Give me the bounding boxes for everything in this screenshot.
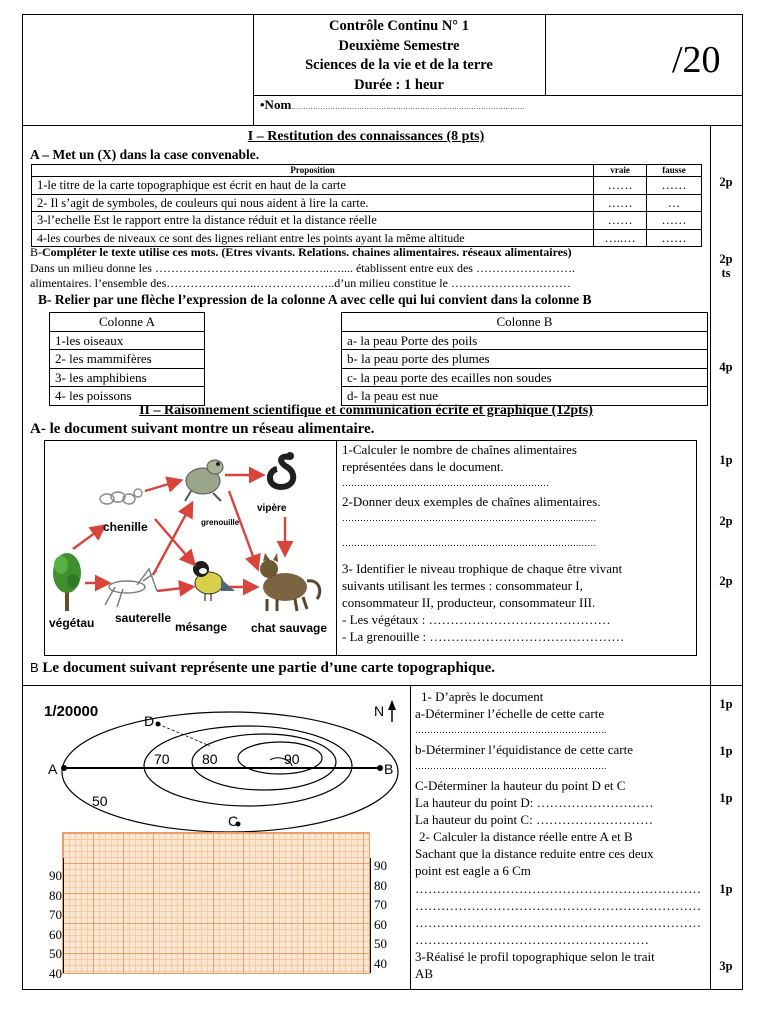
label-point-d: D [144, 713, 155, 729]
section2-title: II – Raisonnement scientifique et communication écrite et graphique (12pts) [139, 403, 593, 418]
label-vegetau: végétau [49, 616, 95, 630]
label-point-c: C [228, 813, 239, 829]
axis-left-tick: 40 [49, 965, 62, 981]
table-row [32, 212, 702, 230]
colonne-a-item[interactable]: 2- les mammifères [50, 350, 205, 369]
label-mesange: mésange [175, 620, 228, 634]
topographic-map [30, 690, 408, 836]
point-b-marker [377, 765, 383, 771]
map-q2-line-2: point est eagle a 6 Cm [415, 863, 531, 878]
section1-partC-heading: B- Relier par une flèche l’expression de la colonne A avec celle qui lui convient dans la colonne B [38, 292, 592, 307]
map-q2-answer-3[interactable]: ………………………………………………………… [415, 915, 701, 930]
profile-axis-right-labels [374, 856, 396, 973]
proposition-text: 1-le titre de la carte topographique est écrit en haut de la carte [32, 177, 594, 195]
header-bottom [22, 125, 743, 126]
false-cell[interactable]: …… [647, 229, 702, 247]
colonne-a-table [49, 312, 205, 406]
q3-line-3: consommateur II, producteur, consommateur III. [342, 595, 596, 610]
fill-text-line-2[interactable]: alimentaires. l’ensemble des…………………..………………..d’un milieu constitue le ………………………… [30, 276, 571, 290]
map-q1: 1- D’après le document [421, 689, 544, 704]
label-sauterelle: sauterelle [115, 611, 172, 625]
points-map-q3: 3p [719, 959, 733, 973]
q3-line-1: 3- Identifier le niveau trophique de chaque être vivant [342, 561, 623, 576]
map-qc-c[interactable]: La hauteur du point C: ……………………… [415, 812, 653, 827]
proposition-text: 2- Il s’agit de symboles, de couleurs qui nous aident à lire la carte. [32, 194, 594, 212]
q1-line-2: représentées dans le document. [342, 459, 504, 474]
section1-title: I – Restitution des connaissances (8 pts) [247, 129, 485, 144]
axis-left-tick: 80 [49, 887, 62, 903]
points-q3: 2p [719, 574, 733, 588]
title-line-3: Sciences de la vie et de la terre [305, 57, 493, 73]
true-cell[interactable]: …… [594, 194, 647, 212]
q1-answer[interactable]: …………………………………………………………… [342, 478, 549, 488]
section2-partA-heading: A- le document suivant montre un réseau alimentaire. [30, 421, 375, 437]
points-q2: 2p [719, 514, 733, 528]
title-line-2: Deuxième Semestre [338, 37, 460, 54]
tree-icon [53, 553, 81, 611]
points-partB-suffix: ts [721, 266, 731, 280]
snake-icon [270, 452, 294, 487]
true-false-table [31, 164, 702, 247]
map-q2-answer-4[interactable]: ……………………………………………… [415, 932, 649, 947]
points-map-q2: 1p [719, 882, 733, 896]
axis-left-tick: 70 [49, 907, 62, 922]
map-qc: C-Déterminer la hauteur du point D et C [415, 778, 626, 793]
contour-70 [144, 726, 352, 806]
north-label: N [374, 703, 385, 719]
q2-answer-2[interactable]: …………………………………………………………………….…… [342, 538, 597, 548]
arrow-sauterelle-mesange [157, 587, 191, 591]
map-scale: 1/20000 [44, 703, 99, 720]
true-cell[interactable]: …… [594, 177, 647, 195]
frog-icon [185, 460, 223, 501]
label-point-a: A [48, 761, 58, 777]
map-q2-line-1: Sachant que la distance reduite entre ces deux [415, 846, 654, 861]
points-partA: 2p [719, 175, 733, 189]
header-divider-right [545, 14, 546, 96]
colonne-b-item[interactable]: c- la peau porte des ecailles non soudes [342, 368, 708, 387]
false-cell[interactable]: …… [647, 212, 702, 230]
points-q1: 1p [719, 453, 733, 467]
score-box: /20 [672, 39, 721, 81]
arrow-grenouille-chat [229, 491, 257, 567]
q2-answer-1[interactable]: …………………………………………………………………….…… [342, 513, 597, 523]
exam-title [253, 17, 545, 95]
table-row [32, 229, 702, 247]
colonne-a-item[interactable]: 3- les amphibiens [50, 368, 205, 387]
proposition-text: 4-les courbes de niveaux ce sont des lignes reliant entre les points ayant la même altitude [32, 229, 594, 247]
map-q2-answer-2[interactable]: ………………………………………………………… [415, 898, 701, 913]
name-label: •Nom [260, 97, 292, 112]
section1-partA-heading: A – Met un (X) dans la case convenable. [30, 147, 260, 162]
label-vipere: vipère [257, 503, 287, 514]
map-q3-line-2: AB [415, 966, 434, 981]
axis-left-tick: 60 [49, 926, 62, 942]
col-proposition: Proposition [32, 165, 594, 177]
bird-icon [193, 561, 235, 601]
colonne-a-item[interactable]: 1-les oiseaux [50, 331, 205, 350]
false-cell[interactable]: … [647, 194, 702, 212]
map-q2-answer-1[interactable]: ………………………………………………………… [415, 881, 701, 896]
contour-label-90: 90 [284, 751, 300, 767]
map-qb: b-Déterminer l’équidistance de cette carte [415, 742, 633, 757]
points-map-qc: 1p [719, 791, 733, 805]
north-arrow-icon [388, 700, 396, 722]
arrow-chenille-mesange [155, 519, 193, 563]
contour-label-50: 50 [92, 793, 108, 809]
points-map-qb: 1p [719, 744, 733, 758]
name-field[interactable] [260, 97, 525, 113]
title-line-1: Contrôle Continu N° 1 [329, 18, 469, 34]
map-qa-answer[interactable]: ………………………………………………………. [415, 725, 607, 735]
axis-left-tick: 50 [49, 946, 62, 961]
axis-right-tick: 70 [374, 897, 387, 912]
true-cell[interactable]: …..… [594, 229, 647, 247]
section1-partB-heading [30, 245, 572, 260]
points-partC: 4p [719, 360, 733, 374]
map-q2: 2- Calculer la distance réelle entre A et B [419, 829, 633, 844]
food-web-divider [336, 440, 337, 656]
header-divider-name [253, 95, 743, 96]
partB-heading-text: Le document suivant représente une partie d’une carte topographique. [42, 660, 496, 676]
profile-axis-left [63, 858, 64, 973]
q1-line-1: 1-Calculer le nombre de chaînes alimentaires [342, 442, 577, 457]
axis-right-tick: 60 [374, 916, 387, 932]
fill-text-line-1[interactable]: Dans un milieu donne les ……………………………………..….... établissent entre eux des ……………………. [30, 261, 575, 275]
wildcat-icon [260, 553, 320, 611]
arrow-vegetau-chenille [73, 527, 103, 549]
colonne-b-title: Colonne B [342, 313, 708, 332]
colonne-b-item[interactable]: a- la peau Porte des poils [342, 331, 708, 350]
caterpillar-icon [100, 489, 142, 504]
col-vraie: vraie [594, 165, 647, 177]
partB-heading-text: Compléter le texte utilise ces mots. (Etres vivants. Relations. chaines alimentaires. réseaux alimentaires) [42, 245, 572, 259]
col-fausse: fausse [647, 165, 702, 177]
map-qc-d[interactable]: La hauteur du point D: ……………………… [415, 795, 654, 810]
label-chat-sauvage: chat sauvage [251, 621, 328, 635]
map-qa: a-Déterminer l’échelle de cette carte [415, 706, 605, 721]
table-row [32, 194, 702, 212]
partB-prefix-letter: B [30, 660, 39, 675]
grasshopper-icon [105, 569, 157, 607]
map-questions [415, 688, 709, 982]
map-section-top [22, 685, 743, 686]
profile-axis-left-labels [42, 866, 62, 983]
points-map-qa: 1p [719, 697, 733, 711]
profile-grid[interactable] [62, 832, 370, 974]
food-web-questions [342, 441, 694, 645]
map-qb-answer[interactable]: ………………………………………………………. [415, 761, 607, 771]
axis-right-tick: 50 [374, 936, 387, 951]
arrow-chenille-grenouille [145, 481, 179, 491]
points-partB: 2p [719, 252, 733, 266]
contour-label-70: 70 [154, 751, 170, 767]
colonne-b-table [341, 312, 708, 406]
axis-right-tick: 40 [374, 955, 387, 971]
arrow-sauterelle-grenouille [153, 505, 191, 575]
q2-text: 2-Donner deux exemples de chaînes alimentaires. [342, 494, 601, 509]
map-section-divider [410, 685, 411, 990]
contour-label-80: 80 [202, 751, 218, 767]
food-web-diagram [45, 441, 335, 655]
profile-axis-right [370, 858, 371, 973]
axis-right-tick: 90 [374, 858, 387, 873]
point-a-marker [61, 765, 67, 771]
table-row [32, 177, 702, 195]
true-cell[interactable]: …… [594, 212, 647, 230]
colonne-a-item[interactable]: 4- les poissons [50, 387, 205, 406]
colonne-a-title: Colonne A [50, 313, 205, 332]
false-cell[interactable]: …… [647, 177, 702, 195]
q3-answer-vegetaux[interactable]: - Les végétaux : …………………………………… [342, 612, 611, 627]
partB-prefix: B- [30, 245, 42, 259]
axis-right-tick: 80 [374, 877, 387, 893]
colonne-b-item[interactable]: d- la peau est nue [342, 387, 708, 406]
section2-partB-heading [30, 660, 495, 677]
axis-left-tick: 90 [49, 868, 62, 883]
name-dots: …………………………………………………………………………………… [291, 103, 525, 111]
proposition-text: 3-l’echelle Est le rapport entre la distance réduit et la distance réelle [32, 212, 594, 230]
label-chenille: chenille [103, 520, 148, 534]
q3-line-2: suivants utilisant les termes : consommateur I, [342, 578, 583, 593]
colonne-b-item[interactable]: b- la peau porte des plumes [342, 350, 708, 369]
label-grenouille: grenouille [201, 518, 240, 527]
label-point-b: B [384, 761, 394, 777]
title-line-4: Durée : 1 heur [354, 76, 444, 93]
map-q3-line-1: 3-Réalisé le profil topographique selon le trait [415, 949, 655, 964]
q3-answer-grenouille[interactable]: - La grenouille : ……………………………………… [342, 629, 625, 644]
